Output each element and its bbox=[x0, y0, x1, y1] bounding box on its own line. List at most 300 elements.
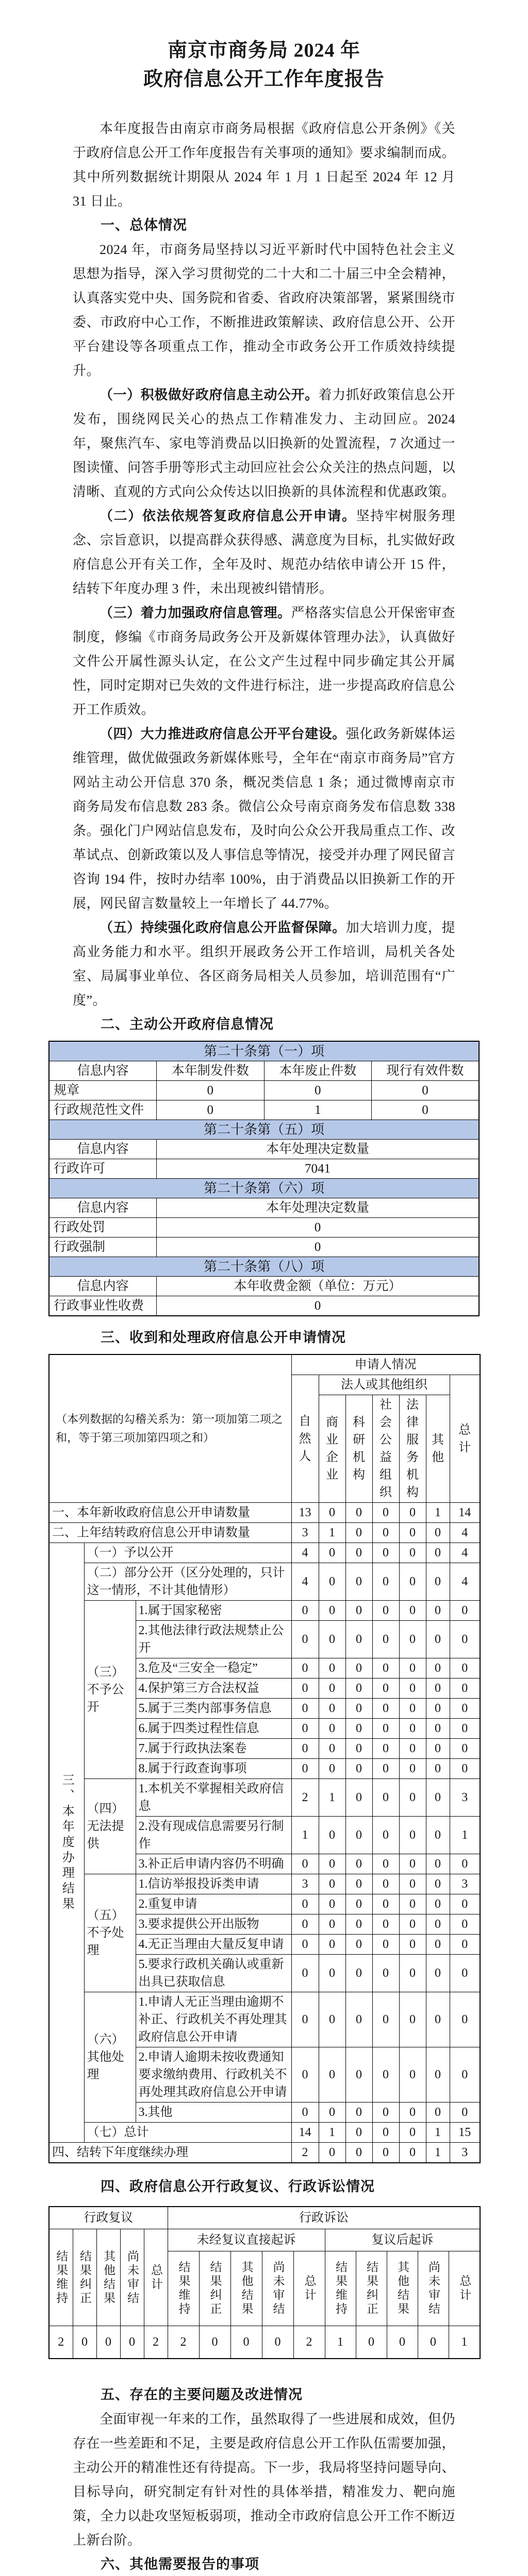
natural-person-header: 自然人 bbox=[291, 1375, 319, 1503]
value-cell: 0 bbox=[372, 1739, 399, 1759]
value-cell: 0 bbox=[345, 1503, 372, 1523]
value-cell: 0 bbox=[157, 1081, 265, 1100]
subgroup-header-row bbox=[49, 2229, 480, 2251]
value-cell: 0 bbox=[96, 2326, 120, 2359]
title-line-1: 南京市商务局 2024 年 bbox=[167, 40, 360, 61]
review-litigation-table bbox=[48, 2206, 481, 2359]
section-1-overview: 2024 年，市商务局坚持以习近平新时代中国特色社会主义思想为指导，深入学习贯彻党的二十大和二十届三中全会精神，认真落实党中央、国务院和省委、省政府决策部署，紧紧围绕市委、市政府中心工作，不断推进政策解读、政府信息公开、公开平台建设等各项重点工作，推动全市政务公开工作质效持续提升。 bbox=[73, 242, 456, 378]
result-column-label: 尚未审结 bbox=[262, 2251, 293, 2326]
value-cell: 1 bbox=[449, 2326, 480, 2359]
value-cell: 0 bbox=[319, 1503, 345, 1523]
intro-paragraph: 本年度报告由南京市商务局根据《政府信息公开条例》《关于政府信息公开工作年度报告有关事项的通知》要求编制而成。其中所列数据统计期限从 2024 年 1 月 1 日起至 2024 年 12 月 31 日止。 bbox=[73, 121, 456, 209]
value-cell: 0 bbox=[319, 1658, 345, 1679]
after-review-suit-header: 复议后起诉 bbox=[325, 2229, 480, 2251]
value-cell: 0 bbox=[345, 1563, 372, 1601]
value-cell: 0 bbox=[345, 1779, 372, 1817]
value-cell: 0 bbox=[426, 1601, 450, 1621]
value-cell: 0 bbox=[291, 1601, 319, 1621]
value-cell: 0 bbox=[426, 1543, 450, 1563]
closing-sections bbox=[73, 2383, 455, 2576]
column-header: 本年收费金额（单位：万元） bbox=[157, 1277, 480, 1296]
value-cell: 0 bbox=[291, 1992, 319, 2047]
report-body bbox=[73, 116, 455, 1037]
value-cell: 0 bbox=[418, 2326, 449, 2359]
value-cell: 4 bbox=[291, 1563, 319, 1601]
value-cell: 0 bbox=[319, 2143, 345, 2163]
litigation-header: 行政诉讼 bbox=[168, 2207, 480, 2229]
value-cell: 0 bbox=[450, 1679, 480, 1699]
value-cell: 0 bbox=[372, 1854, 399, 1874]
band-row bbox=[49, 1257, 479, 1277]
data-row bbox=[49, 1992, 480, 2047]
value-cell: 0 bbox=[399, 1817, 426, 1854]
value-cell: 0 bbox=[426, 1817, 450, 1854]
value-cell: 0 bbox=[426, 1955, 450, 1992]
band-label: 第二十条第（六）项 bbox=[49, 1179, 479, 1198]
value-cell: 0 bbox=[157, 1218, 480, 1238]
value-cell: 0 bbox=[372, 1874, 399, 1894]
value-cell: 0 bbox=[426, 1992, 450, 2047]
value-cell: 0 bbox=[345, 2103, 372, 2123]
value-cell: 3 bbox=[450, 1874, 480, 1894]
row-label: 5.属于三类内部事务信息 bbox=[136, 1699, 291, 1719]
group-label: （四）无法提供 bbox=[84, 1779, 136, 1874]
value-cell: 0 bbox=[291, 1719, 319, 1739]
value-cell: 0 bbox=[399, 2103, 426, 2123]
section-1-item-4 bbox=[73, 722, 455, 916]
value-cell: 0 bbox=[372, 1992, 399, 2047]
row-label: 1.信访举报投诉类申请 bbox=[136, 1874, 291, 1894]
section-4-heading: 四、政府信息公开行政复议、行政诉讼情况 bbox=[101, 2179, 375, 2194]
value-cell: 0 bbox=[372, 1679, 399, 1699]
item-3-text: 严格落实信息公开保密审查制度，修编《市商务局政务公开及新媒体管理办法》，认真做好文件公开属性源头认定，在公文产生过程中同步确定其公开属性，同时定期对已失效的文件进行标注，进一步提高政府信息公开工作质效。 bbox=[73, 605, 456, 717]
value-cell: 0 bbox=[450, 2103, 480, 2123]
value-cell: 0 bbox=[345, 1739, 372, 1759]
data-row bbox=[49, 2326, 480, 2359]
value-cell: 0 bbox=[157, 1296, 480, 1316]
value-cell: 0 bbox=[387, 2326, 418, 2359]
value-cell: 0 bbox=[291, 1854, 319, 1874]
data-row bbox=[49, 1238, 479, 1257]
row-label: 行政规范性文件 bbox=[49, 1100, 157, 1120]
value-cell: 0 bbox=[345, 1679, 372, 1699]
total-header: 总计 bbox=[450, 1375, 480, 1503]
value-cell: 0 bbox=[372, 2123, 399, 2143]
value-cell: 0 bbox=[450, 1658, 480, 1679]
value-cell: 0 bbox=[319, 1955, 345, 1992]
column-header: 本年处理决定数量 bbox=[157, 1198, 480, 1218]
value-cell: 0 bbox=[319, 1563, 345, 1601]
value-cell: 0 bbox=[426, 1935, 450, 1955]
row-label: 1.本机关不掌握相关政府信息 bbox=[136, 1779, 291, 1817]
result-column-label: 总计 bbox=[293, 2251, 325, 2326]
item-4-text: 强化政务新媒体运维管理，做优做强政务新媒体账号，全年在“南京市商务局”官方网站主动公开信息 370 条，概况类信息 1 条；通过微博南京市商务局发布信息数 283 条。微信公众号南京商务发布信息数 338 条。强化门户网站信息发布，及时向公众公开我局重点工作、改革试点、创新政策以及人事信息等情况，接受并办理了网民留言咨询 194 件，按时办结率 100%，由于消费品以旧换新工作的开展，网民留言数量较上一年增长了 44.77%。 bbox=[73, 726, 456, 911]
value-cell: 0 bbox=[450, 1739, 480, 1759]
value-cell: 0 bbox=[372, 1914, 399, 1935]
value-cell: 0 bbox=[291, 1935, 319, 1955]
value-cell: 3 bbox=[291, 1523, 319, 1543]
result-column-label: 总计 bbox=[449, 2251, 480, 2326]
value-cell: 1 bbox=[426, 1503, 450, 1523]
value-cell: 0 bbox=[291, 1914, 319, 1935]
item-5-text: 加大培训力度，提高业务能力和水平。组织开展政务公开工作培训，局机关各处室、局属事业单位、各区商务局相关人员参加，培训范围有“广度”。 bbox=[73, 920, 455, 1008]
value-cell: 0 bbox=[319, 2047, 345, 2103]
row-label: 行政许可 bbox=[49, 1159, 157, 1179]
section-1-heading: 一、总体情况 bbox=[101, 217, 187, 233]
value-cell: 0 bbox=[372, 1601, 399, 1621]
row-label: 规章 bbox=[49, 1081, 157, 1100]
value-cell: 0 bbox=[372, 1503, 399, 1523]
value-cell: 0 bbox=[319, 1719, 345, 1739]
band-label: 第二十条第（五）项 bbox=[49, 1120, 479, 1140]
value-cell: 0 bbox=[319, 1854, 345, 1874]
org-type-header: 社会公益组织 bbox=[372, 1395, 399, 1503]
section-1-item-1 bbox=[73, 383, 455, 504]
item-1-lead: （一）积极做好政府信息主动公开。 bbox=[100, 387, 319, 402]
group-label: （五）不予处理 bbox=[84, 1874, 136, 1992]
value-cell: 0 bbox=[450, 1621, 480, 1658]
row-label: 2.重复申请 bbox=[136, 1894, 291, 1914]
column-header-row bbox=[49, 1140, 479, 1159]
row-label: 3.要求提供公开出版物 bbox=[136, 1914, 291, 1935]
value-cell: 0 bbox=[319, 2103, 345, 2123]
row-label: 1.申请人无正当理由逾期不补正、行政机关不再处理其政府信息公开申请 bbox=[136, 1992, 291, 2047]
value-cell: 2 bbox=[291, 1779, 319, 1817]
value-cell: 0 bbox=[372, 1759, 399, 1779]
value-cell: 7041 bbox=[157, 1159, 480, 1179]
review-litigation-table-wrap bbox=[48, 2206, 480, 2359]
value-cell: 0 bbox=[372, 1779, 399, 1817]
data-row bbox=[49, 1779, 480, 1817]
data-row bbox=[49, 1503, 480, 1523]
value-cell: 1 bbox=[319, 2123, 345, 2143]
value-cell: 0 bbox=[426, 1719, 450, 1739]
value-cell: 0 bbox=[450, 1601, 480, 1621]
value-cell: 1 bbox=[426, 2123, 450, 2143]
data-row bbox=[49, 1296, 479, 1316]
value-cell: 0 bbox=[291, 1621, 319, 1658]
column-header: 本年处理决定数量 bbox=[157, 1140, 480, 1159]
value-cell: 0 bbox=[319, 1739, 345, 1759]
value-cell: 0 bbox=[345, 1874, 372, 1894]
row-label: 4.无正当理由大量反复申请 bbox=[136, 1935, 291, 1955]
value-cell: 0 bbox=[426, 1679, 450, 1699]
section-2-heading: 二、主动公开政府信息情况 bbox=[101, 1016, 274, 1032]
org-type-header: 科研机构 bbox=[345, 1395, 372, 1503]
value-cell: 0 bbox=[345, 2047, 372, 2103]
value-cell: 0 bbox=[399, 1699, 426, 1719]
value-cell: 0 bbox=[399, 1779, 426, 1817]
value-cell: 0 bbox=[450, 1719, 480, 1739]
band-row bbox=[49, 1120, 479, 1140]
value-cell: 0 bbox=[157, 1100, 265, 1120]
value-cell: 0 bbox=[319, 1992, 345, 2047]
value-cell: 0 bbox=[372, 2047, 399, 2103]
item-2-text: 坚持牢树服务理念、宗旨意识，以提高群众获得感、满意度为目标，扎实做好政府信息公开有关工作，全年及时、规范办结依申请公开 15 件，结转下年度办理 3 件，未出现被纠错情形。 bbox=[73, 509, 456, 596]
column-header: 信息内容 bbox=[49, 1198, 157, 1218]
value-cell: 0 bbox=[262, 2326, 293, 2359]
row-label: 5.要求行政机关确认或重新出具已获取信息 bbox=[136, 1955, 291, 1992]
value-cell: 0 bbox=[426, 2047, 450, 2103]
value-cell: 0 bbox=[426, 2103, 450, 2123]
value-cell: 0 bbox=[372, 1523, 399, 1543]
value-cell: 0 bbox=[319, 1601, 345, 1621]
value-cell: 0 bbox=[319, 1874, 345, 1894]
section-1-item-2 bbox=[73, 504, 455, 601]
row-label: 2.没有现成信息需要另行制作 bbox=[136, 1817, 291, 1854]
data-row bbox=[49, 1523, 480, 1543]
value-cell: 0 bbox=[426, 1854, 450, 1874]
value-cell: 0 bbox=[345, 1854, 372, 1874]
row-label: 2.其他法律行政法规禁止公开 bbox=[136, 1621, 291, 1658]
result-column-label: 结果维持 bbox=[168, 2251, 199, 2326]
value-cell: 0 bbox=[345, 1992, 372, 2047]
value-cell: 1 bbox=[264, 1100, 372, 1120]
direct-suit-header: 未经复议直接起诉 bbox=[168, 2229, 325, 2251]
value-cell: 0 bbox=[399, 1759, 426, 1779]
row-label: （七）总计 bbox=[84, 2123, 291, 2143]
column-header: 信息内容 bbox=[49, 1140, 157, 1159]
value-cell: 0 bbox=[372, 1719, 399, 1739]
value-cell: 0 bbox=[399, 1874, 426, 1894]
value-cell: 0 bbox=[426, 1779, 450, 1817]
value-cell: 0 bbox=[450, 2047, 480, 2103]
value-cell: 1 bbox=[426, 2143, 450, 2163]
value-cell: 2 bbox=[168, 2326, 199, 2359]
value-cell: 0 bbox=[399, 1621, 426, 1658]
value-cell: 0 bbox=[345, 1699, 372, 1719]
value-cell: 0 bbox=[399, 1679, 426, 1699]
value-cell: 0 bbox=[399, 1894, 426, 1914]
value-cell: 0 bbox=[291, 1699, 319, 1719]
data-row bbox=[49, 2123, 480, 2143]
value-cell: 0 bbox=[426, 1739, 450, 1759]
value-cell: 0 bbox=[319, 1699, 345, 1719]
column-header-row bbox=[49, 1277, 479, 1296]
section-1-item-3 bbox=[73, 601, 455, 722]
value-cell: 1 bbox=[319, 1779, 345, 1817]
result-column-label: 其他结果 bbox=[387, 2251, 418, 2326]
review-header: 行政复议 bbox=[49, 2207, 168, 2229]
value-cell: 2 bbox=[293, 2326, 325, 2359]
legal-org-header: 法人或其他组织 bbox=[319, 1375, 450, 1395]
result-column-label: 结果纠正 bbox=[73, 2229, 96, 2326]
org-type-header: 其他 bbox=[426, 1395, 450, 1503]
value-cell: 3 bbox=[450, 1779, 480, 1817]
table-header-row bbox=[49, 1354, 480, 1375]
value-cell: 0 bbox=[426, 1563, 450, 1601]
value-cell: 0 bbox=[399, 2047, 426, 2103]
section-4-heading-wrap bbox=[73, 2175, 455, 2199]
column-header: 信息内容 bbox=[49, 1061, 157, 1081]
value-cell: 0 bbox=[450, 1955, 480, 1992]
row-label: 3.补正后申请内容仍不明确 bbox=[136, 1854, 291, 1874]
value-cell: 14 bbox=[291, 2123, 319, 2143]
value-cell: 0 bbox=[372, 2103, 399, 2123]
value-cell: 14 bbox=[450, 1503, 480, 1523]
value-cell: 0 bbox=[319, 1817, 345, 1854]
value-cell: 0 bbox=[372, 1894, 399, 1914]
value-cell: 0 bbox=[291, 1894, 319, 1914]
value-cell: 0 bbox=[345, 2123, 372, 2143]
result-column-label: 总计 bbox=[144, 2229, 168, 2326]
value-cell: 0 bbox=[399, 1523, 426, 1543]
column-header: 本年制发件数 bbox=[157, 1061, 265, 1081]
value-cell: 0 bbox=[345, 1601, 372, 1621]
value-cell: 0 bbox=[372, 1817, 399, 1854]
data-row bbox=[49, 1100, 479, 1120]
value-cell: 0 bbox=[399, 2123, 426, 2143]
value-cell: 0 bbox=[399, 1914, 426, 1935]
value-cell: 0 bbox=[291, 1955, 319, 1992]
value-cell: 0 bbox=[399, 1601, 426, 1621]
value-cell: 0 bbox=[291, 2047, 319, 2103]
value-cell: 0 bbox=[345, 1817, 372, 1854]
value-cell: 0 bbox=[120, 2326, 144, 2359]
value-cell: 0 bbox=[319, 1935, 345, 1955]
data-row bbox=[49, 1874, 480, 1894]
section-1-item-5 bbox=[73, 916, 455, 1012]
value-cell: 0 bbox=[372, 1658, 399, 1679]
value-cell: 0 bbox=[372, 1563, 399, 1601]
value-cell: 0 bbox=[372, 1699, 399, 1719]
result-column-label: 尚未审结 bbox=[120, 2229, 144, 2326]
value-cell: 0 bbox=[199, 2326, 230, 2359]
value-cell: 0 bbox=[345, 1543, 372, 1563]
result-column-label: 结果纠正 bbox=[356, 2251, 387, 2326]
value-cell: 0 bbox=[399, 1739, 426, 1759]
value-cell: 0 bbox=[345, 1914, 372, 1935]
section-6-heading: 六、其他需要报告的事项 bbox=[101, 2556, 259, 2572]
data-row bbox=[49, 1543, 480, 1563]
value-cell: 0 bbox=[372, 1543, 399, 1563]
value-cell: 0 bbox=[291, 2103, 319, 2123]
result-column-label: 结果纠正 bbox=[199, 2251, 230, 2326]
row-label: 行政强制 bbox=[49, 1238, 157, 1257]
value-cell: 2 bbox=[291, 2143, 319, 2163]
row-label: 四、结转下年度继续办理 bbox=[49, 2143, 291, 2163]
value-cell: 0 bbox=[450, 1854, 480, 1874]
value-cell: 4 bbox=[291, 1543, 319, 1563]
value-cell: 1 bbox=[450, 1817, 480, 1854]
value-cell: 0 bbox=[399, 1503, 426, 1523]
value-cell: 0 bbox=[230, 2326, 262, 2359]
row-label: 3.危及“三安全一稳定” bbox=[136, 1658, 291, 1679]
value-cell: 1 bbox=[291, 1817, 319, 1854]
value-cell: 3 bbox=[291, 1874, 319, 1894]
band-row bbox=[49, 1179, 479, 1198]
value-cell: 0 bbox=[345, 1658, 372, 1679]
value-cell: 0 bbox=[399, 1992, 426, 2047]
value-cell: 0 bbox=[426, 1621, 450, 1658]
data-row bbox=[49, 1601, 480, 1621]
value-cell: 0 bbox=[345, 1621, 372, 1658]
value-cell: 0 bbox=[291, 1739, 319, 1759]
value-cell: 0 bbox=[319, 1914, 345, 1935]
result-column-label: 其他结果 bbox=[96, 2229, 120, 2326]
value-cell: 0 bbox=[345, 1759, 372, 1779]
value-cell: 0 bbox=[73, 2326, 96, 2359]
value-cell: 0 bbox=[345, 1955, 372, 1992]
group-header-row bbox=[49, 2207, 480, 2229]
value-cell: 0 bbox=[426, 1759, 450, 1779]
column-header-row bbox=[49, 1061, 479, 1081]
value-cell: 0 bbox=[291, 1658, 319, 1679]
value-cell: 0 bbox=[264, 1081, 372, 1100]
value-cell: 0 bbox=[399, 1935, 426, 1955]
value-cell: 4 bbox=[450, 1543, 480, 1563]
band-row bbox=[49, 1041, 479, 1061]
value-cell: 0 bbox=[372, 2143, 399, 2163]
side-label: 三、本年度办理结果 bbox=[49, 1543, 84, 2143]
value-cell: 0 bbox=[399, 1543, 426, 1563]
row-label: 8.属于行政查询事项 bbox=[136, 1759, 291, 1779]
column-header: 本年废止件数 bbox=[264, 1061, 372, 1081]
value-cell: 0 bbox=[319, 1679, 345, 1699]
value-cell: 0 bbox=[319, 1543, 345, 1563]
item-3-lead: （三）着力加强政府信息管理。 bbox=[100, 605, 291, 620]
value-cell: 2 bbox=[49, 2326, 73, 2359]
value-cell: 2 bbox=[144, 2326, 168, 2359]
org-type-header: 商业企业 bbox=[319, 1395, 345, 1503]
value-cell: 0 bbox=[157, 1238, 480, 1257]
row-label: （二）部分公开（区分处理的，只计这一情形，不计其他情形） bbox=[84, 1563, 291, 1601]
org-type-header: 法律服务机构 bbox=[399, 1395, 426, 1503]
article-20-table bbox=[48, 1041, 480, 1316]
value-cell: 0 bbox=[399, 1854, 426, 1874]
value-cell: 0 bbox=[450, 1935, 480, 1955]
section-3-heading-wrap bbox=[73, 1326, 455, 1350]
value-cell: 0 bbox=[345, 1935, 372, 1955]
requests-table bbox=[48, 1354, 481, 2163]
value-cell: 0 bbox=[345, 1894, 372, 1914]
row-label: 6.属于四类过程性信息 bbox=[136, 1719, 291, 1739]
row-label: 2.申请人逾期未按收费通知要求缴纳费用、行政机关不再处理其政府信息公开申请 bbox=[136, 2047, 291, 2103]
data-row bbox=[49, 1159, 479, 1179]
value-cell: 4 bbox=[450, 1563, 480, 1601]
value-cell: 0 bbox=[426, 1874, 450, 1894]
value-cell: 0 bbox=[356, 2326, 387, 2359]
value-cell: 0 bbox=[450, 1914, 480, 1935]
value-cell: 13 bbox=[291, 1503, 319, 1523]
result-column-label: 结果维持 bbox=[49, 2229, 73, 2326]
value-cell: 4 bbox=[450, 1523, 480, 1543]
row-label: 7.属于行政执法案卷 bbox=[136, 1739, 291, 1759]
value-cell: 0 bbox=[291, 1679, 319, 1699]
value-cell: 0 bbox=[291, 1759, 319, 1779]
column-header: 信息内容 bbox=[49, 1277, 157, 1296]
value-cell: 0 bbox=[345, 1719, 372, 1739]
data-row bbox=[49, 2143, 480, 2163]
row-label: 一、本年新收政府信息公开申请数量 bbox=[49, 1503, 291, 1523]
column-header-row bbox=[49, 1198, 479, 1218]
value-cell: 0 bbox=[372, 1621, 399, 1658]
value-cell: 0 bbox=[372, 1955, 399, 1992]
value-cell: 1 bbox=[319, 1523, 345, 1543]
group-label: （三）不予公开 bbox=[84, 1601, 136, 1779]
value-cell: 0 bbox=[372, 1100, 480, 1120]
table-note: （本列数据的勾稽关系为：第一项加第二项之和，等于第三项加第四项之和） bbox=[49, 1354, 291, 1503]
data-row bbox=[49, 1563, 480, 1601]
value-cell: 3 bbox=[450, 2143, 480, 2163]
result-column-label: 结果维持 bbox=[325, 2251, 356, 2326]
value-cell: 0 bbox=[399, 1658, 426, 1679]
value-cell: 1 bbox=[325, 2326, 356, 2359]
row-label: 4.保护第三方合法权益 bbox=[136, 1679, 291, 1699]
item-5-lead: （五）持续强化政府信息公开监督保障。 bbox=[100, 920, 346, 935]
row-label: 二、上年结转政府信息公开申请数量 bbox=[49, 1523, 291, 1543]
row-label: 行政事业性收费 bbox=[49, 1296, 157, 1316]
